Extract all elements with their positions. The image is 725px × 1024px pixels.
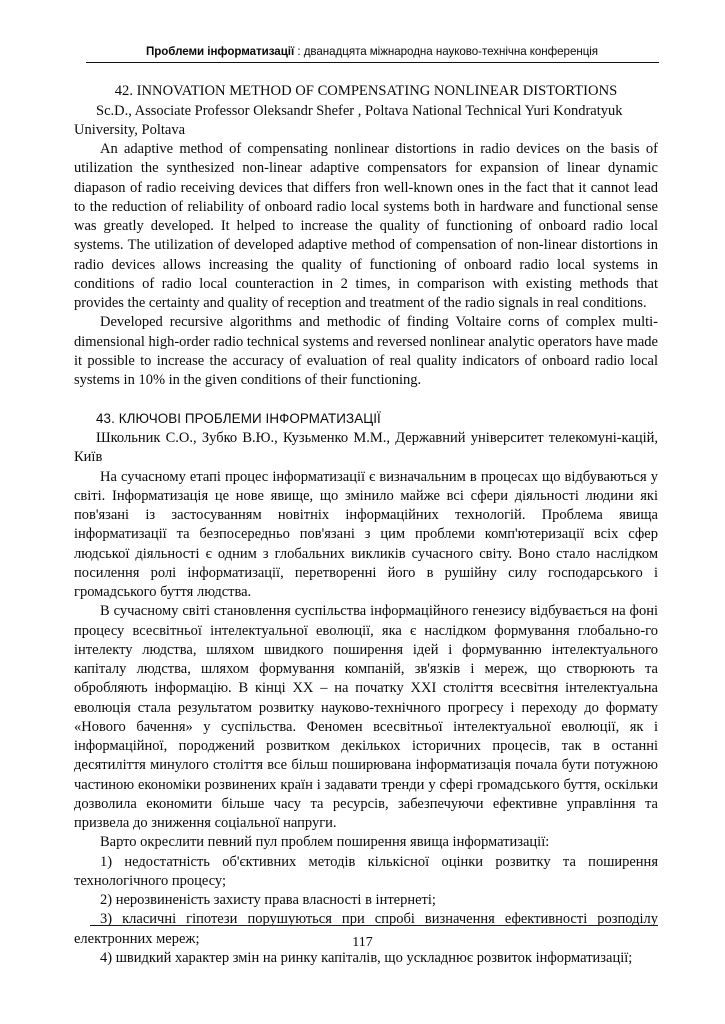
section-42-paragraph-2: Developed recursive algorithms and methodic of finding Voltaire corns of complex multi-dimensional high-order radio technical systems and reversed nonlinear analytic operators have made it possible to increase the accuracy of evaluation of real quality indicators of onboard radio local systems in 10% in the given conditions of their functioning. xyxy=(74,314,658,389)
section-42-paragraph-1: An adaptive method of compensating nonlinear distortions in radio devices on the basis of utilization the synthesized non-linear adaptive compensators for expansion of linear dynamic diapason of radio receiving devices that differs fron well-known ones in the fact that it cannot lead to the reduction of reliability of onboard radio local systems both in hardware and functional sense was greatly developed. It helped to increase the quality of functioning of onboard radio local systems. The utilization of developed adaptive method of compensation of non-linear distortions in radio devices allows increasing the quality of functioning of onboard radio local systems in conditions of radio local counteraction in 2 times, in comparison with existing methods that provides the certainty and quality of reception and treatment of the radio signals in real conditions. xyxy=(74,141,658,312)
list-item: 3) класичні гіпотези порушуються при спробі визначення ефективності розподілу електронних мереж; xyxy=(74,911,658,947)
section-43-paragraph-2: В сучасному світі становлення суспільства інформаційного генезису відбувається на фоні процесу всесвітньої інтелектуальної еволюції, яка є наслідком формування глобально-го інтелекту людства, шляхом швидкого поширення ідей і формуванню інтелектуального капіталу людства, шляхом формування компаній, зв'язків і мереж, що створюють та обробляють інформацію. В кінці ХХ – на початку ХХI століття всесвітня інтелектуальна еволюція стала результатом розвитку науково-технічного прогресу і переходу до формату «Нового бачення» у суспільства. Феномен всесвітньої інтелектуальної еволюції, як і інформаційної, породжений розвитком декількох історичних процесів, так в останні десятиліття минулого століття все більш поширювана інформатизація почала бути потужною частиною економіки розвинених країн і задавати тренди у сфері громадського буття, оскільки дозволила економити більше часу та ресурсів, забезпечуючи ефективне управління та призвела до зниження соціальної напруги. xyxy=(74,603,658,832)
list-item: 1) недостатність об'єктивних методів кількісної оцінки розвитку та поширення технологічного процесу; xyxy=(74,853,658,889)
header-rule xyxy=(86,62,659,63)
list-item: 2) нерозвиненість захисту права власності в інтернеті; xyxy=(100,892,436,909)
section-43-paragraph-1: На сучасному етапі процес інформатизації є визначальним в процесах що відбуваються у світі. Інформатизація це нове явище, що змінило майже всі сфери діяльності людини які пов'язані із застосуванням новітніх інформаційних технологій. Проблема явища інформатизації та безпосередньо пов'язані з цим проблеми комп'ютеризації всіх сфер людської діяльності є одним з глобальних викликів сучасного світу. Воно стало наслідком посилення ролі інформатизації, перетворенні його в рушійну силу господарського і громадського буття людства. xyxy=(74,468,658,601)
section-43-authors: Школьник С.О., Зубко В.Ю., Кузьменко М.М., Державний університет телекомуні-кацій, Київ xyxy=(74,430,658,466)
section-spacer xyxy=(74,390,658,409)
section-42-title: 42. INNOVATION METHOD OF COMPENSATING NONLINEAR DISTORTIONS xyxy=(114,83,618,99)
body-text-column xyxy=(74,82,658,968)
section-42-authors: Sc.D., Associate Professor Oleksandr Shefer , Poltava National Technical Yuri Kondratyuk University, Poltava xyxy=(74,102,623,138)
running-header xyxy=(86,44,658,59)
section-43-paragraph-3: Варто окреслити певний пул проблем поширення явища інформатизації: xyxy=(100,834,550,851)
footer-rule xyxy=(90,925,658,926)
header-journal-name: Проблеми інформатизації xyxy=(145,45,295,58)
header-conference-name: дванадцята міжнародна науково-технічна конференція xyxy=(303,45,599,58)
list-item: 4) швидкий характер змін на ринку капіталів, що ускладнює розвиток інформатизації; xyxy=(100,949,633,966)
header-separator: : xyxy=(294,45,304,58)
section-43-title: 43. КЛЮЧОВІ ПРОБЛЕМИ ІНФОРМАТИЗАЦІЇ xyxy=(96,411,381,427)
page-number: 117 xyxy=(352,935,373,950)
